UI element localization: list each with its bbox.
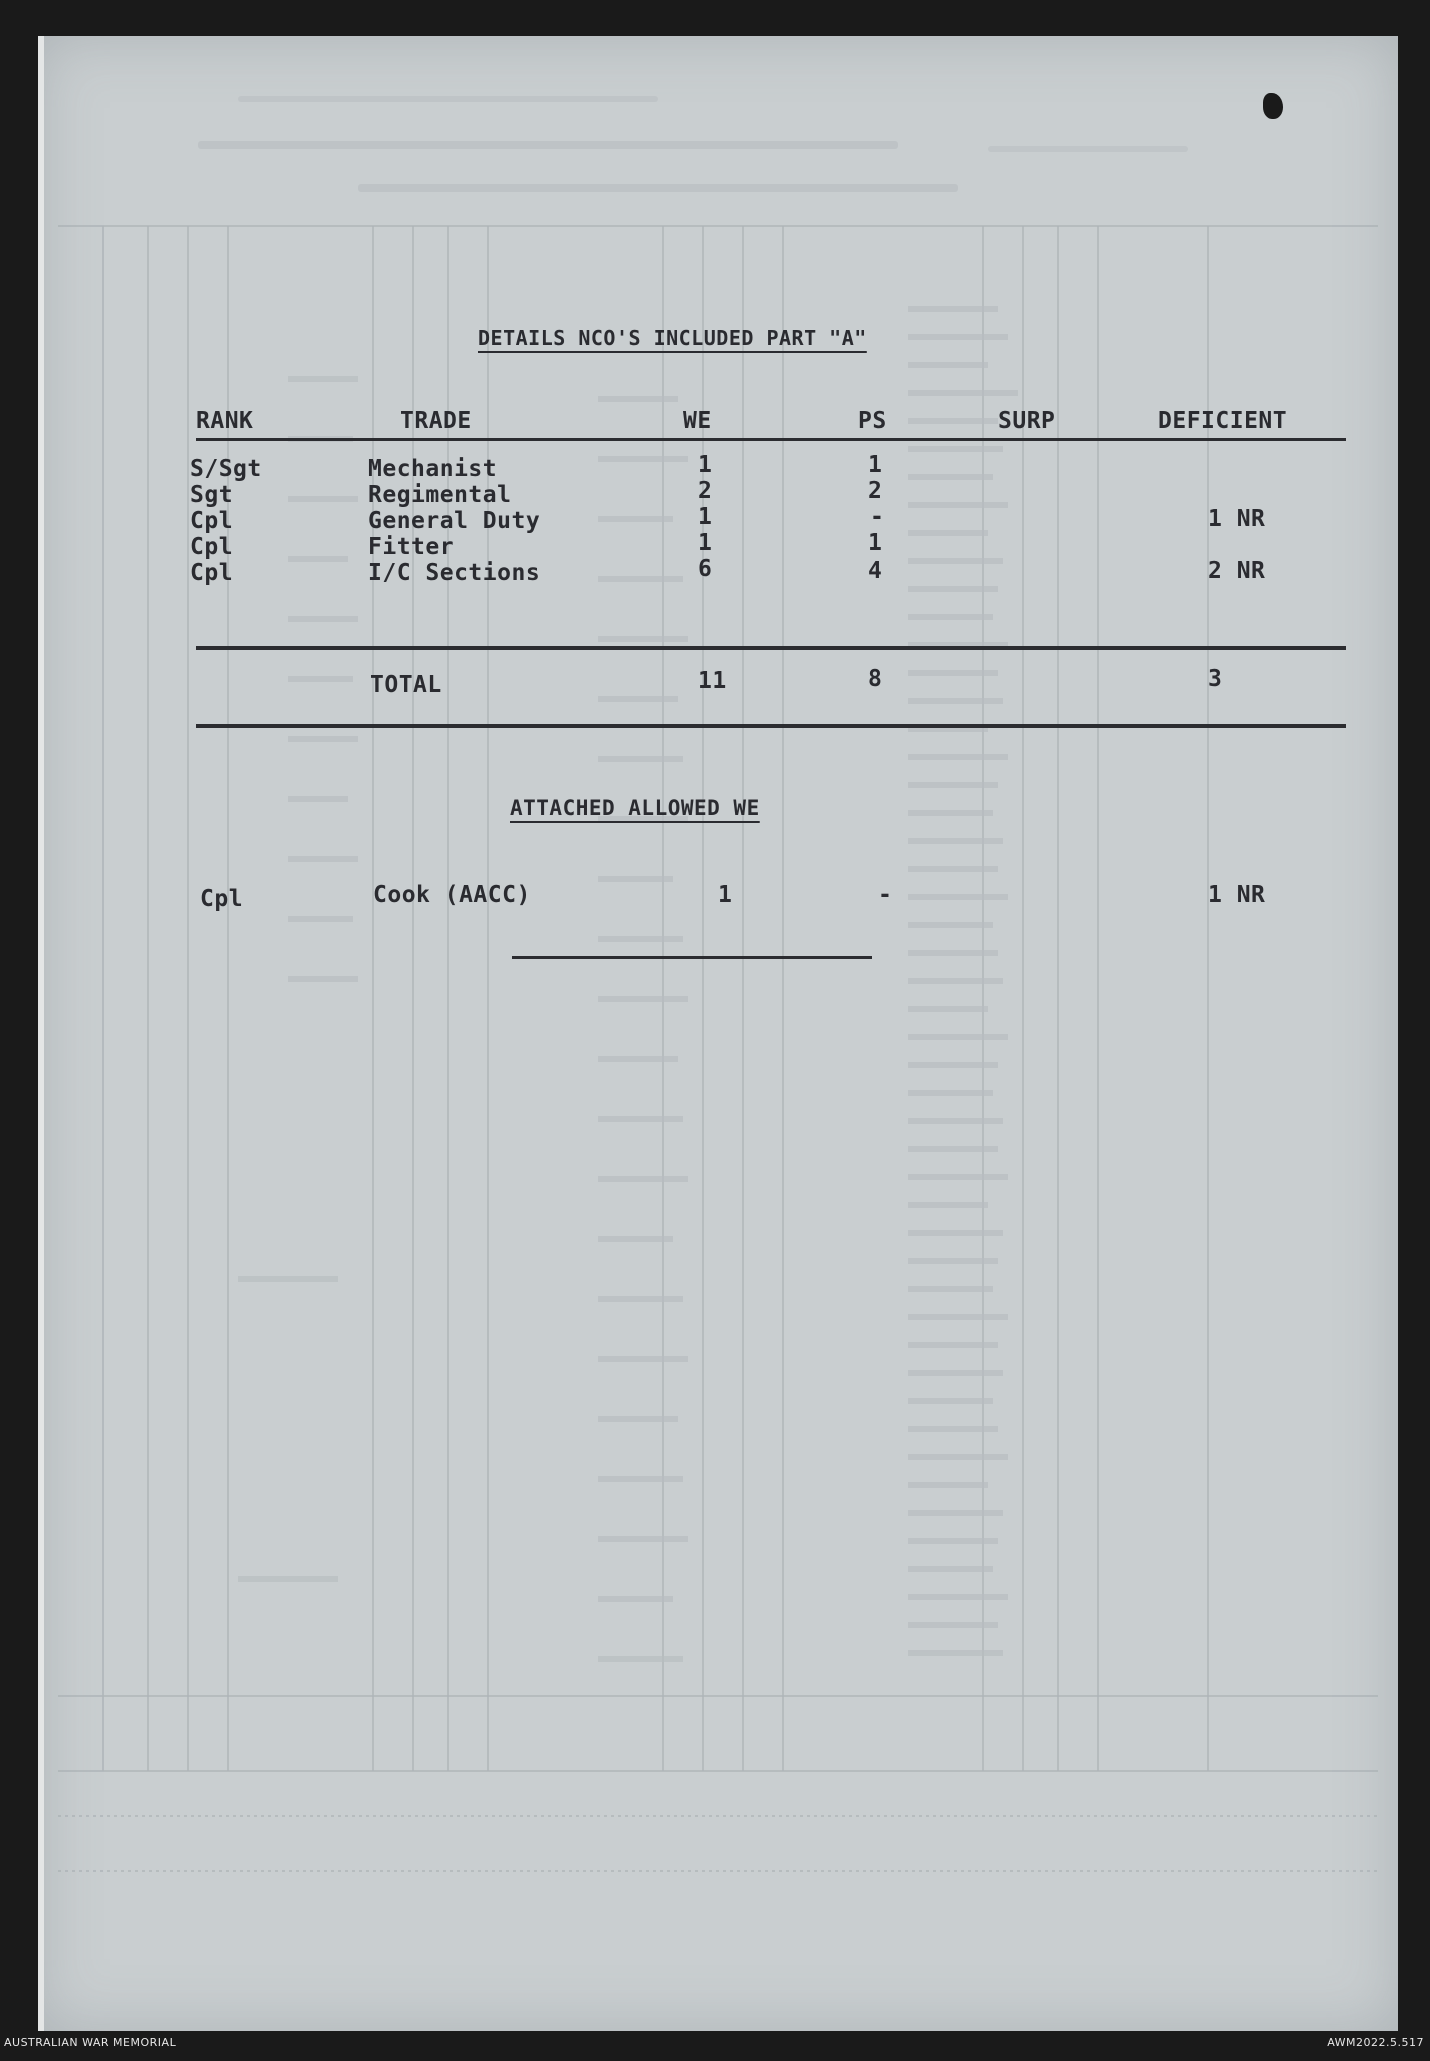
row-ps: 1 — [868, 452, 883, 478]
row-we: 1 — [698, 504, 713, 530]
row-trade: Mechanist — [368, 456, 498, 482]
row-ps: - — [870, 504, 885, 530]
row-rank: Cpl — [190, 508, 234, 534]
row-we: 2 — [698, 478, 713, 504]
column-header-deficient: DEFICIENT — [1158, 408, 1288, 434]
row-we: 1 — [698, 452, 713, 478]
column-header-rank: RANK — [196, 408, 254, 434]
attached-ps: - — [878, 882, 893, 908]
document-sheet — [38, 36, 1398, 2031]
row-rank: S/Sgt — [190, 456, 262, 482]
column-header-trade: TRADE — [400, 408, 472, 434]
total-ps: 8 — [868, 666, 883, 692]
row-we: 1 — [698, 530, 713, 556]
header-rule — [196, 438, 1346, 441]
row-ps: 4 — [868, 558, 883, 584]
row-we: 6 — [698, 556, 713, 582]
paper-edge — [38, 36, 44, 2031]
total-we: 11 — [698, 668, 727, 694]
row-deficient: 2 NR — [1208, 558, 1266, 584]
column-header-surp: SURP — [998, 408, 1056, 434]
archive-id: AWM2022.5.517 — [1327, 2036, 1424, 2049]
details-heading: DETAILS NCO'S INCLUDED PART "A" — [478, 326, 867, 350]
row-rank: Cpl — [190, 560, 234, 586]
attached-deficient: 1 NR — [1208, 882, 1266, 908]
attached-we: 1 — [718, 882, 733, 908]
row-rank: Sgt — [190, 482, 234, 508]
archive-label: AUSTRALIAN WAR MEMORIAL — [4, 2036, 177, 2049]
row-trade: Regimental — [368, 482, 512, 508]
attached-rank: Cpl — [200, 886, 244, 912]
row-ps: 2 — [868, 478, 883, 504]
row-trade: I/C Sections — [368, 560, 541, 586]
column-header-we: WE — [683, 408, 712, 434]
total-bottom-rule — [196, 724, 1346, 728]
row-rank: Cpl — [190, 534, 234, 560]
attached-heading: ATTACHED ALLOWED WE — [510, 796, 760, 820]
row-trade: General Duty — [368, 508, 541, 534]
column-header-ps: PS — [858, 408, 887, 434]
paper-tear — [1263, 93, 1283, 119]
total-label: TOTAL — [370, 672, 442, 698]
total-deficient: 3 — [1208, 666, 1223, 692]
row-deficient: 1 NR — [1208, 506, 1266, 532]
row-ps: 1 — [868, 530, 883, 556]
total-top-rule — [196, 646, 1346, 650]
attached-trade: Cook (AACC) — [373, 882, 531, 908]
attached-bottom-rule — [512, 956, 872, 959]
row-trade: Fitter — [368, 534, 455, 560]
